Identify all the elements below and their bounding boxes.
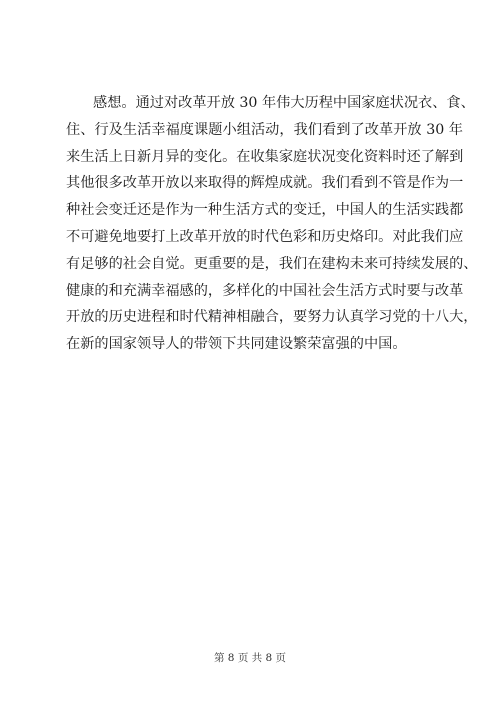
paragraph-line: 在新的国家领导人的带领下共同建设繁荣富强的中国。 (66, 336, 407, 353)
paragraph-line: 其他很多改革开放以来取得的辉煌成就。我们看到不管是作为一 (66, 175, 464, 192)
paragraph-line: 健康的和充满幸福感的，多样化的中国社会生活方式时要与改革 (66, 282, 464, 299)
paragraph-line: 住、行及生活幸福度课题小组活动，我们看到了改革开放 30 年 (66, 121, 463, 138)
page-footer (0, 651, 500, 665)
paragraph-line: 种社会变迁还是作为一种生活方式的变迁，中国人的生活实践都 (66, 202, 464, 219)
paragraph-line: 来生活上日新月异的变化。在收集家庭状况变化资料时还了解到 (66, 148, 464, 165)
page-number-label: 第 8 页 共 8 页 (213, 652, 287, 664)
paragraph-line: 不可避免地要打上改革开放的时代色彩和历史烙印。对此我们应 (66, 228, 464, 245)
body-paragraph (66, 90, 478, 358)
paragraph-line: 开放的历史进程和时代精神相融合，要努力认真学习党的十八大， (66, 309, 478, 326)
paragraph-line: 感想。通过对改革开放 30 年伟大历程中国家庭状况衣、食、 (93, 95, 475, 111)
paragraph-line: 有足够的社会自觉。更重要的是，我们在建构未来可持续发展的、 (66, 255, 478, 272)
